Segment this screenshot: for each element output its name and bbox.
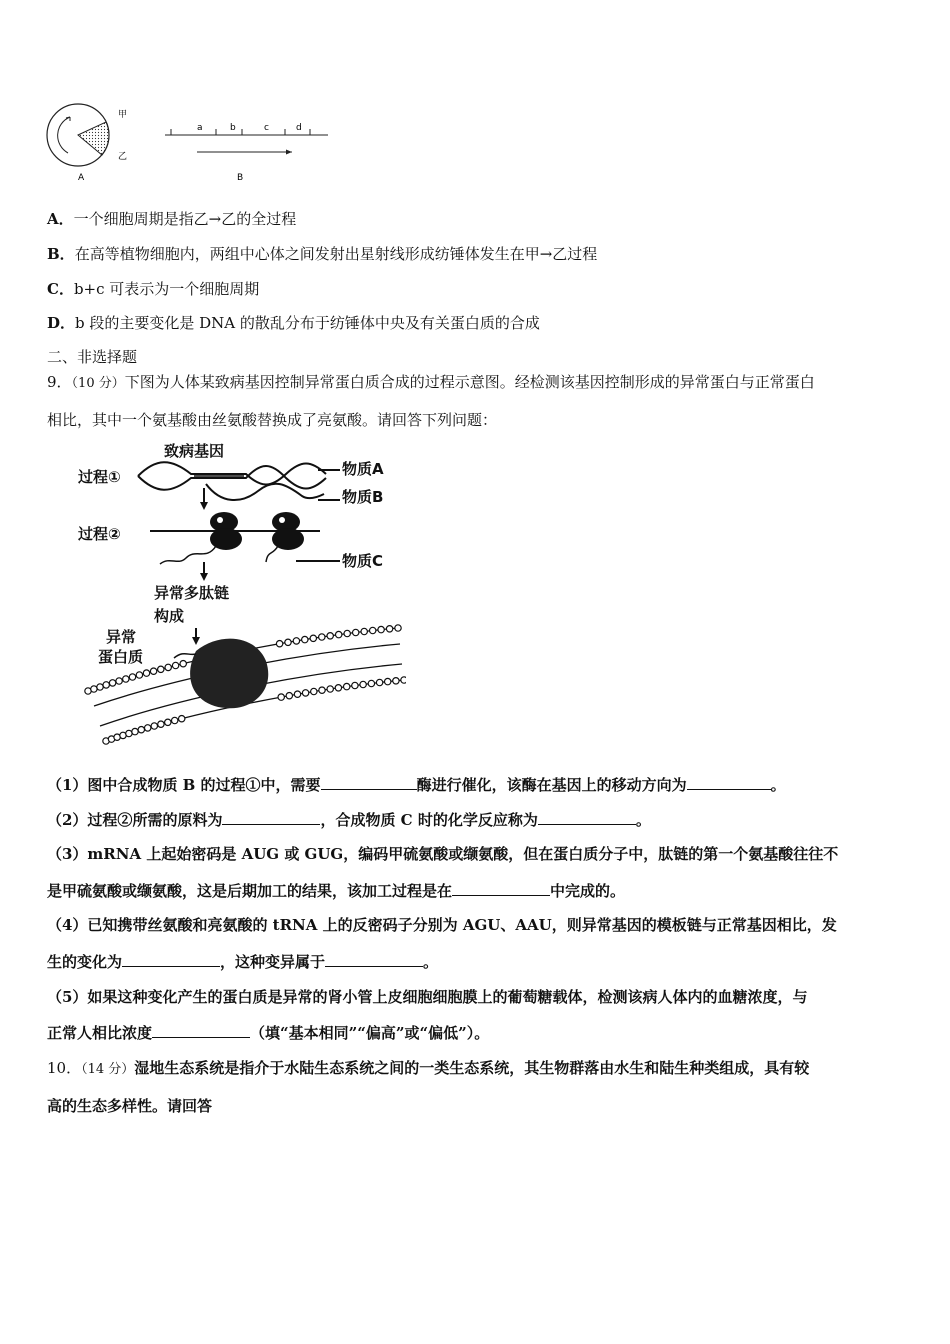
option-text: b+c 可表示为一个细胞周期 [73,280,260,298]
phospholipid-head [97,684,103,690]
phospholipid-head [136,672,142,678]
phospholipid-head [179,716,185,722]
q9-sub4-line1: （4）已知携带丝氨酸和亮氨酸的 tRNA 上的反密码子分别为 AGU、AAU，则异常基因的模板链与正常基因相比，发 [47,916,837,934]
phospholipid-head [286,693,292,699]
phospholipid-head [336,631,342,637]
phospholipid-head [302,636,308,642]
q10-score: （14 分） [81,1062,135,1077]
phospholipid-head [302,690,308,696]
phospholipid-head [165,719,171,725]
q10-stem-line1 [47,1058,809,1080]
phospholipid-head [294,691,300,697]
phospholipid-head [116,678,122,684]
label-process1: 过程① [78,468,121,486]
q9-score: （10 分） [71,376,125,391]
label-substance-c: 物质C [342,552,384,570]
q10-stem-text: 湿地生态系统是指介于水陆生态系统之间的一类生态系统，其生物群落由水生和陆生种类组成，具有较 [134,1059,810,1077]
option-b [47,244,597,264]
sub1-part-b: 酶进行催化，该酶在基因上的移动方向为 [416,776,687,794]
option-text: b 段的主要变化是 DNA 的散乱分布于纺锤体中央及有关蛋白质的合成 [75,314,540,332]
phospholipid-head [368,680,374,686]
phospholipid-head [401,677,406,683]
q10-stem-line2: 高的生态多样性。请回答 [47,1097,213,1115]
sub3-part-a: 是甲硫氨酸或缬氨酸，这是后期加工的结果，该加工过程是在 [47,882,453,900]
phospholipid-head [360,681,366,687]
sub2-part-a: （2）过程②所需的原料为 [47,811,223,829]
label-process2: 过程② [78,525,121,543]
phospholipid-head [165,664,171,670]
q9-sub4-line2 [47,952,438,972]
phospholipid-head [158,666,164,672]
q9-sub5-line2 [47,1023,489,1043]
answer-blank-5[interactable] [452,881,550,896]
answer-blank-6[interactable] [122,952,220,967]
phospholipid-head [327,686,333,692]
division-phase-sector [78,122,109,155]
phospholipid-head [395,625,401,631]
phospholipid-head [376,679,382,685]
q9-stem-line2: 相比，其中一个氨基酸由丝氨酸替换成了亮氨酸。请回答下列问题： [47,411,498,429]
label-abnormal-protein-2: 蛋白质 [98,648,144,666]
label-abnormal-peptide: 异常多肽链 [154,584,230,602]
phospholipid-head [386,626,392,632]
section-title: 二、非选择题 [47,348,138,366]
caption-a: A [78,173,85,183]
label-yi: 乙 [118,152,128,162]
option-d [47,313,540,333]
label-substance-b: 物质B [342,488,384,506]
sub1-part-c: 。 [770,776,786,794]
phospholipid-head [151,723,157,729]
q9-sub5-line1: （5）如果这种变化产生的蛋白质是异常的肾小管上皮细胞细胞膜上的葡萄糖载体，检测该病人体内的血糖浓度，与 [47,988,808,1006]
answer-blank-8[interactable] [152,1023,250,1038]
phospholipid-head [311,688,317,694]
option-text: 在高等植物细胞内，两组中心体之间发射出星射线形成纺锤体发生在甲→乙过程 [74,245,598,263]
sub1-part-a: （1）图中合成物质 B 的过程①中，需要 [47,776,321,794]
q9-sub3-line2 [47,881,625,901]
phospholipid-head [109,680,115,686]
phospholipid-head [319,687,325,693]
answer-blank-2[interactable] [687,775,771,790]
option-key: C． [47,280,74,298]
phospholipid-head [285,639,291,645]
phospholipid-head [172,662,178,668]
phospholipid-head [276,641,282,647]
phospholipid-head [293,638,299,644]
option-key: D． [47,314,76,332]
label-gene: 致病基因 [164,442,225,460]
phospholipid-head [145,725,151,731]
phospholipid-head [361,628,367,634]
mrna-strand [206,484,324,500]
segment-c: c [264,123,269,133]
phospholipid-head [91,686,97,692]
phospholipid-head [310,635,316,641]
q9-sub2 [47,810,651,830]
sub4-part-a: 生的变化为 [47,953,123,971]
phospholipid-head [150,668,156,674]
segment-a: a [197,123,203,133]
label-jia: 甲 [118,110,128,120]
phospholipid-head [335,685,341,691]
polypeptide-chain-1 [160,546,216,564]
option-text: 一个细胞周期是指乙→乙的全过程 [73,210,297,228]
phospholipid-head [278,694,284,700]
sub5-part-a: 正常人相比浓度 [47,1024,153,1042]
q9-stem-text: 下图为人体某致病基因控制异常蛋白质合成的过程示意图。经检测该基因控制形成的异常蛋白与正常蛋白 [124,373,815,391]
sub5-part-b: （填“基本相同”“偏高”或“偏低”）。 [250,1024,490,1042]
cycle-arrow [58,117,70,153]
answer-blank-1[interactable] [321,775,417,790]
dna-double-helix [138,462,326,490]
option-key: A． [47,210,74,228]
phospholipid-head [319,634,325,640]
segment-d: d [296,123,302,133]
phospholipid-head [129,674,135,680]
q10-number: 10． [47,1059,82,1077]
phospholipid-head [393,678,399,684]
label-abnormal-protein-1: 异常 [106,628,137,646]
phospholipid-head [353,629,359,635]
q9-stem-line1 [47,372,815,394]
sub2-part-c: 。 [635,811,651,829]
phospholipid-head [344,683,350,689]
sub4-part-c: 。 [423,953,439,971]
sub2-part-b: ，合成物质 C 时的化学反应称为 [320,811,538,829]
phospholipid-head [327,633,333,639]
phospholipid-head [123,676,129,682]
option-key: B． [47,245,75,263]
answer-blank-7[interactable] [325,952,423,967]
sub4-part-b: ，这种变异属于 [220,953,326,971]
phospholipid-head [385,678,391,684]
answer-blank-3[interactable] [222,810,320,825]
gene-expression-diagram [46,436,406,751]
caption-b: B [237,173,244,183]
cell-cycle-figure [40,95,340,190]
q9-number: 9． [47,373,72,391]
phospholipid-head [126,730,132,736]
answer-blank-4[interactable] [538,810,636,825]
phospholipid-head [143,670,149,676]
option-a [47,209,296,229]
q9-sub3-line1: （3）mRNA 上起始密码是 AUG 或 GUG，编码甲硫氨酸或缬氨酸，但在蛋白质分子中，肽链的第一个氨基酸往往不 [47,845,839,863]
q9-sub1 [47,775,786,795]
phospholipid-head [352,682,358,688]
option-c [47,279,259,299]
polypeptide-chain-2 [266,546,278,562]
phospholipid-head [180,661,186,667]
label-substance-a: 物质A [342,460,384,478]
sub3-part-b: 中完成的。 [550,882,626,900]
phospholipid-head [158,721,164,727]
phospholipid-head [370,627,376,633]
segment-b: b [230,123,236,133]
phospholipid-head [132,728,138,734]
label-compose: 构成 [154,607,185,625]
abnormal-protein-blob [190,639,268,709]
phospholipid-head [138,727,144,733]
phospholipid-head [172,717,178,723]
phospholipid-head [344,630,350,636]
phospholipid-head [378,626,384,632]
phospholipid-head [103,682,109,688]
